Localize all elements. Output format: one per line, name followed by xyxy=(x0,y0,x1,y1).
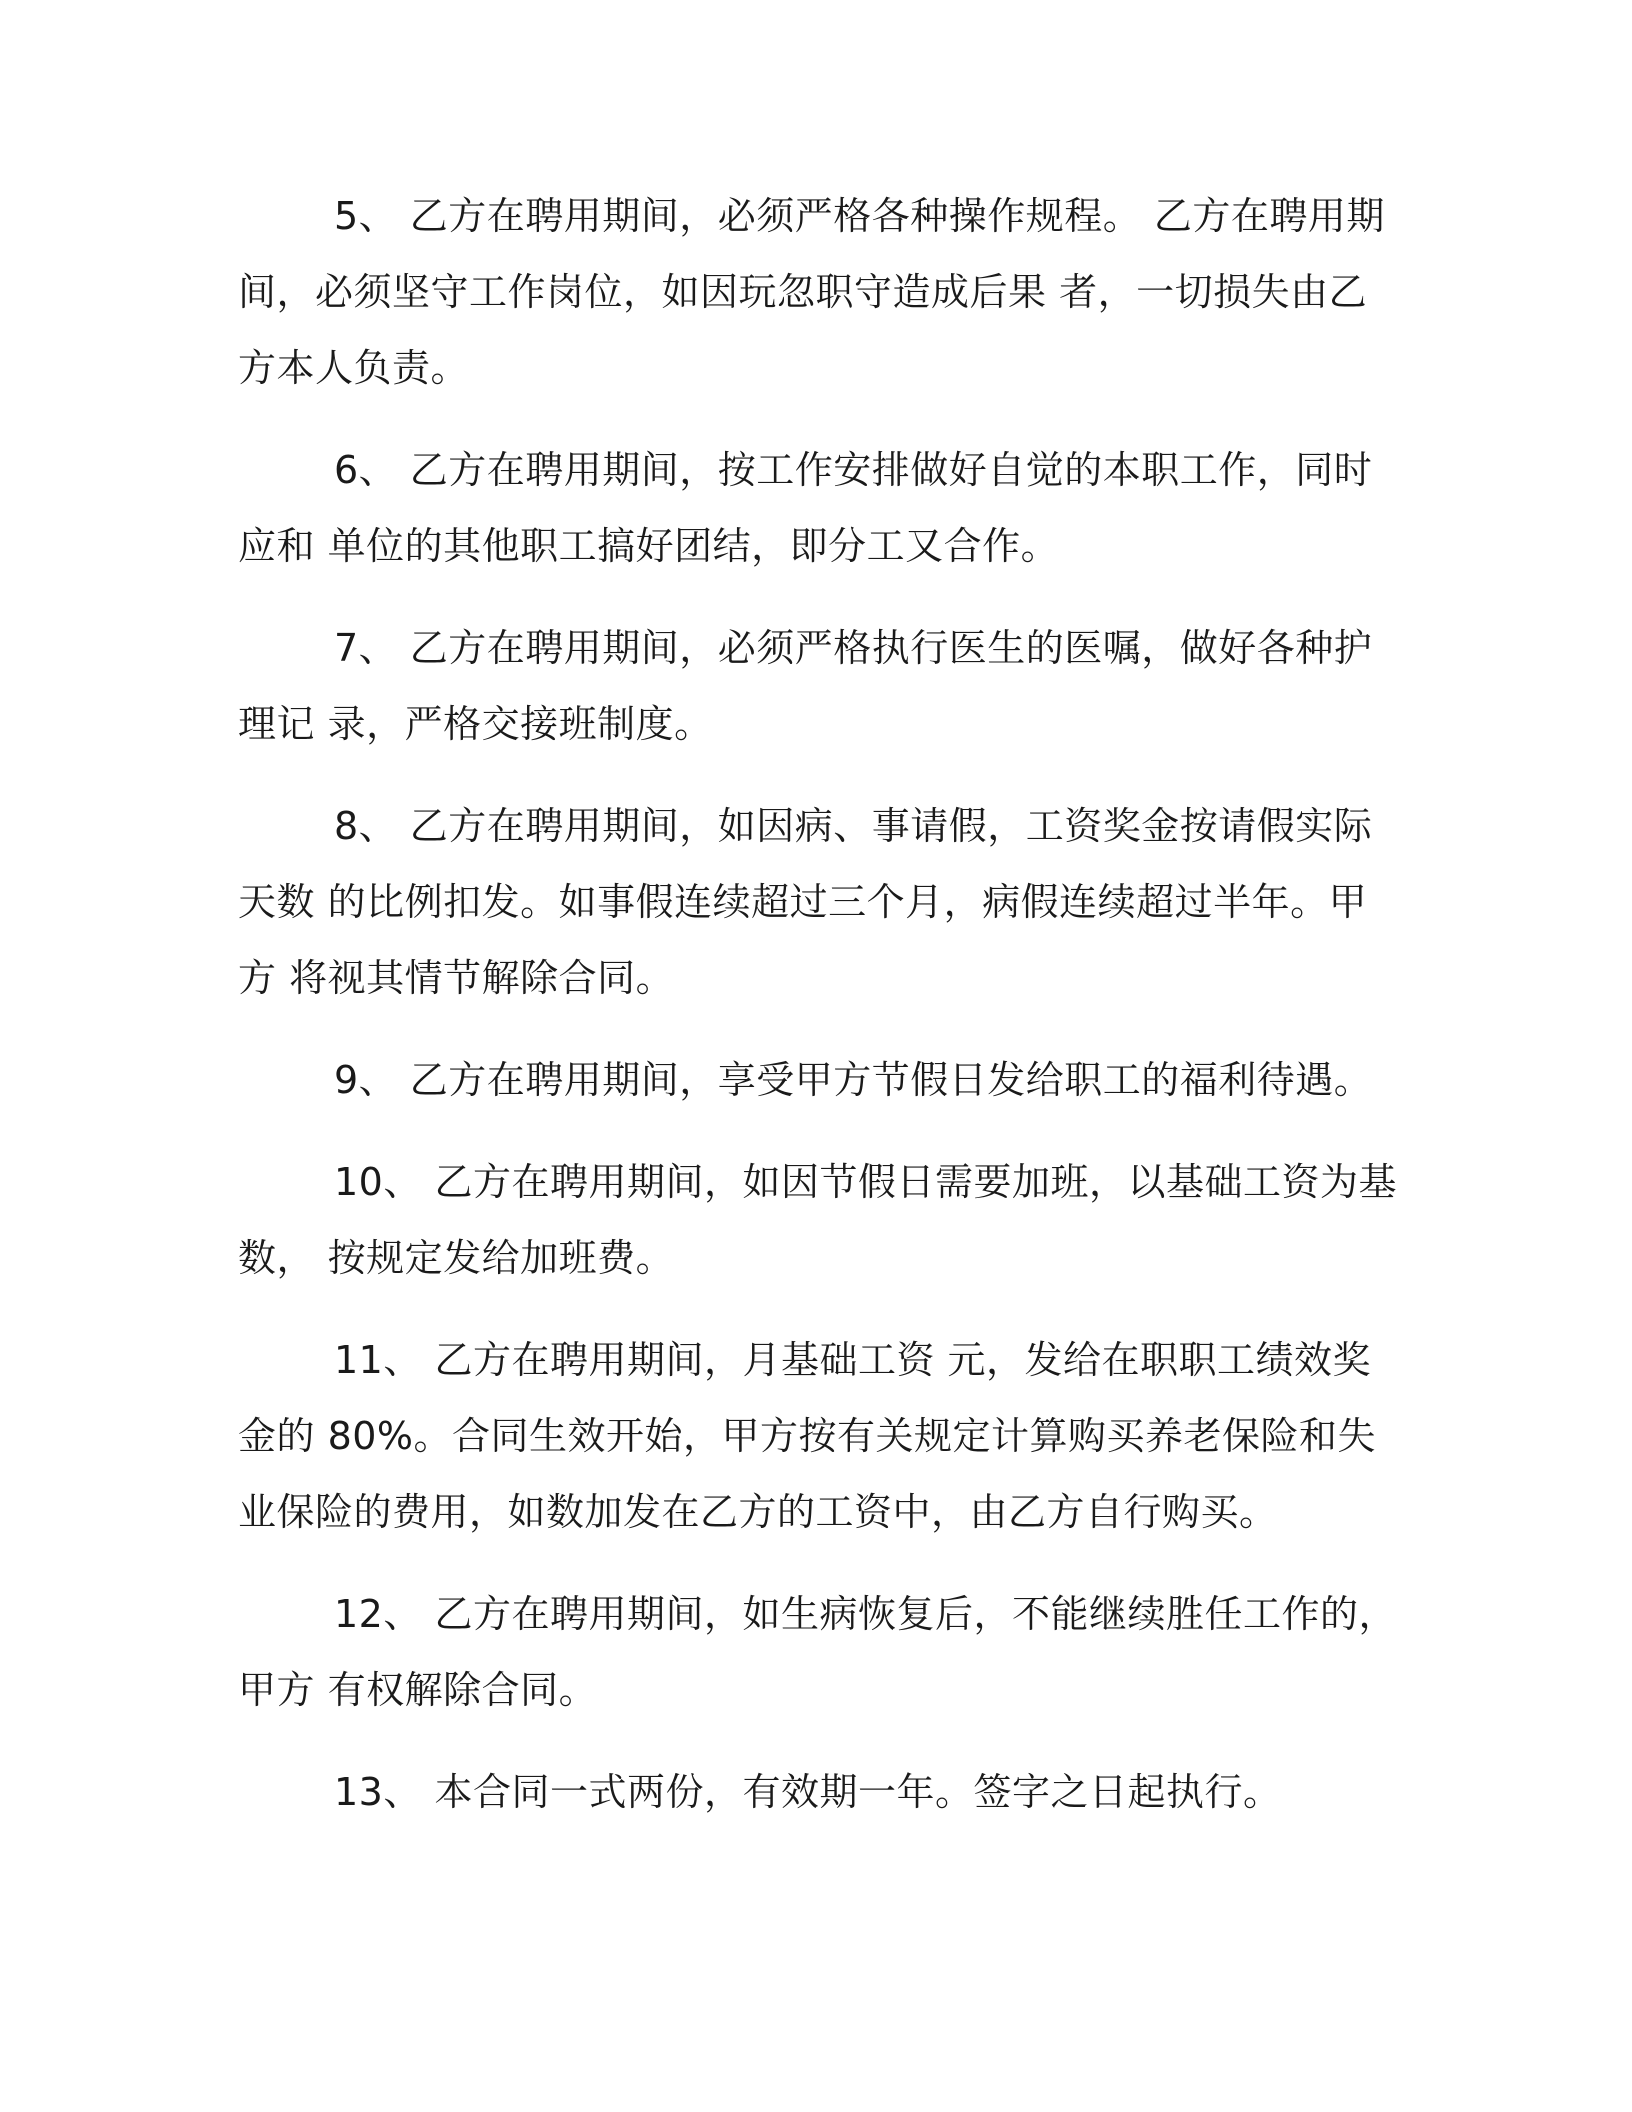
clause-number: 9、 xyxy=(334,1058,398,1102)
clause-number: 5、 xyxy=(334,194,398,238)
clause-text: 乙方在聘用期间，必须严格各种操作规程。 乙方在聘用期间，必须坚守工作岗位，如因玩忽职守造成后果 者，一切损失由乙方本人负责。 xyxy=(238,194,1385,390)
clause-text: 乙方在聘用期间，按工作安排做好自觉的本职工作，同时应和 单位的其他职工搞好团结，即分工又合作。 xyxy=(238,448,1373,568)
clause-text: 乙方在聘用期间，享受甲方节假日发给职工的福利待遇。 xyxy=(409,1058,1373,1102)
clause-number: 7、 xyxy=(334,626,398,670)
clause-8 xyxy=(238,788,1398,1016)
clause-text: 乙方在聘用期间，如生病恢复后，不能继续胜任工作的，甲方 有权解除合同。 xyxy=(238,1592,1397,1712)
clause-6 xyxy=(238,432,1398,584)
clause-5 xyxy=(238,178,1398,406)
clause-number: 10、 xyxy=(334,1160,422,1204)
clause-number: 6、 xyxy=(334,448,398,492)
clause-text: 乙方在聘用期间，必须严格执行医生的医嘱，做好各种护理记 录，严格交接班制度。 xyxy=(238,626,1373,746)
clause-12 xyxy=(238,1576,1398,1728)
clause-number: 13、 xyxy=(334,1770,422,1814)
clause-text: 乙方在聘用期间，如因节假日需要加班，以基础工资为基数， 按规定发给加班费。 xyxy=(238,1160,1397,1280)
clause-10 xyxy=(238,1144,1398,1296)
clause-7 xyxy=(238,610,1398,762)
clause-text: 本合同一式两份，有效期一年。签字之日起执行。 xyxy=(434,1770,1282,1814)
clause-number: 8、 xyxy=(334,804,398,848)
clause-9 xyxy=(238,1042,1398,1118)
clause-number: 12、 xyxy=(334,1592,422,1636)
clause-text: 乙方在聘用期间，月基础工资 元，发给在职职工绩效奖金的 80%。合同生效开始，甲方按有关规定计算购买养老保险和失 业保险的费用，如数加发在乙方的工资中，由乙方自行购买。 xyxy=(238,1338,1377,1534)
clause-number: 11、 xyxy=(334,1338,422,1382)
contract-clauses xyxy=(238,178,1398,1856)
clause-text: 乙方在聘用期间，如因病、事请假，工资奖金按请假实际天数 的比例扣发。如事假连续超过三个月，病假连续超过半年。甲方 将视其情节解除合同。 xyxy=(238,804,1373,1000)
clause-11 xyxy=(238,1322,1398,1550)
clause-13 xyxy=(238,1754,1398,1830)
